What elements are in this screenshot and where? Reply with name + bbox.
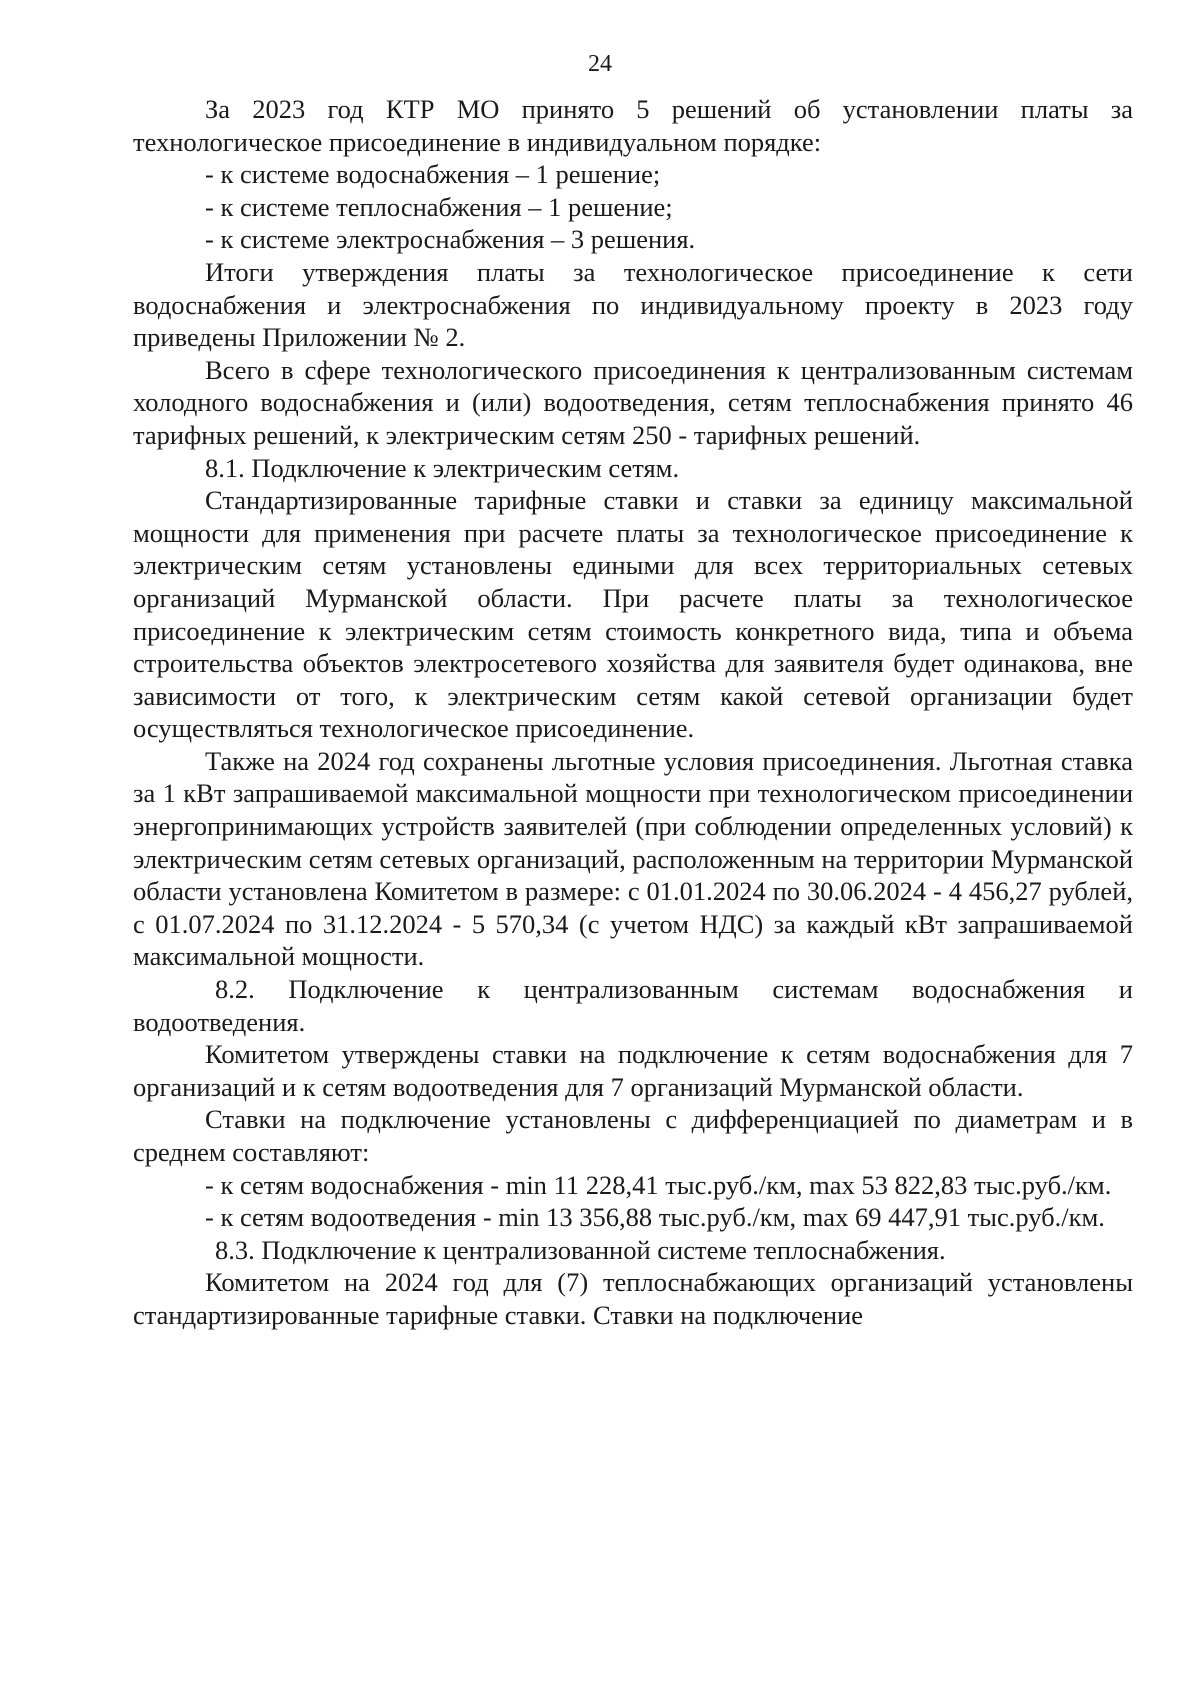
paragraph-decisions-2023: За 2023 год КТР МО принято 5 решений об установлении платы за технологическое присоединение в индивидуальном порядке:	[133, 94, 1133, 157]
paragraph-preferential-rate: Также на 2024 год сохранены льготные условия присоединения. Льготная ставка за 1 кВт запрашиваемой максимальной мощности при технологическом присоединении энергопринимающих устройств заявителей (при соблюдении определенных условий) к электрическим сетям сетевых организаций, расположенным на территории Мурманской области установлена Комитетом в размере: с 01.01.2024 по 30.06.2024 - 4 456,27 рублей, с 01.07.2024 по 31.12.2024 - 5 570,34 (с учетом НДС) за каждый кВт запрашиваемой максимальной мощности.	[133, 745, 1133, 972]
list-item-electricity-supply: - к системе электроснабжения – 3 решения.	[205, 224, 696, 255]
section-heading-8-3: 8.3. Подключение к централизованной системе теплоснабжения.	[215, 1234, 946, 1265]
page-number: 24	[588, 51, 612, 77]
list-item-sewage-network-rates: - к сетям водоотведения - min 13 356,88 тыс.руб./км, max 69 447,91 тыс.руб./км.	[205, 1202, 1105, 1233]
section-heading-8-2: 8.2. Подключение к централизованным системам водоснабжения и водоотведения.	[133, 974, 1133, 1037]
list-item-heat-supply: - к системе теплоснабжения – 1 решение;	[205, 191, 673, 222]
paragraph-standard-rates: Стандартизированные тарифные ставки и ставки за единицу максимальной мощности для применения при расчете платы за технологическое присоединение к электрическим сетям установлены едиными для всех территориальных сетевых организаций Мурманской области. При расчете платы за технологическое присоединение к электрическим сетям стоимость конкретного вида, типа и объема строительства объектов электросетевого хозяйства для заявителя будет одинакова, вне зависимости от того, к электрическим сетям какой сетевой организации будет осуществляться технологическое присоединение.	[133, 485, 1133, 744]
paragraph-rate-differentiation: Ставки на подключение установлены с дифференциацией по диаметрам и в среднем составляют:	[133, 1104, 1133, 1167]
document-body	[133, 93, 1133, 1332]
paragraph-results-appendix: Итоги утверждения платы за технологическое присоединение к сети водоснабжения и электроснабжения по индивидуальному проекту в 2023 году приведены Приложении № 2.	[133, 256, 1133, 353]
section-heading-8-1: 8.1. Подключение к электрическим сетям.	[205, 452, 680, 483]
list-item-water-supply: - к системе водоснабжения – 1 решение;	[205, 159, 661, 190]
paragraph-total-decisions: Всего в сфере технологического присоединения к централизованным системам холодного водоснабжения и (или) водоотведения, сетям теплоснабжения принято 46 тарифных решений, к электрическим сетям 250 - тарифных решений.	[133, 354, 1133, 450]
paragraph-approved-rates: Комитетом утверждены ставки на подключение к сетям водоснабжения для 7 организаций и к сетям водоотведения для 7 организаций Мурманской области.	[133, 1039, 1133, 1102]
paragraph-heat-supply-rates: Комитетом на 2024 год для (7) теплоснабжающих организаций установлены стандартизированные тарифные ставки. Ставки на подключение	[133, 1267, 1133, 1330]
list-item-water-network-rates: - к сетям водоснабжения - min 11 228,41 тыс.руб./км, max 53 822,83 тыс.руб./км.	[205, 1169, 1112, 1200]
